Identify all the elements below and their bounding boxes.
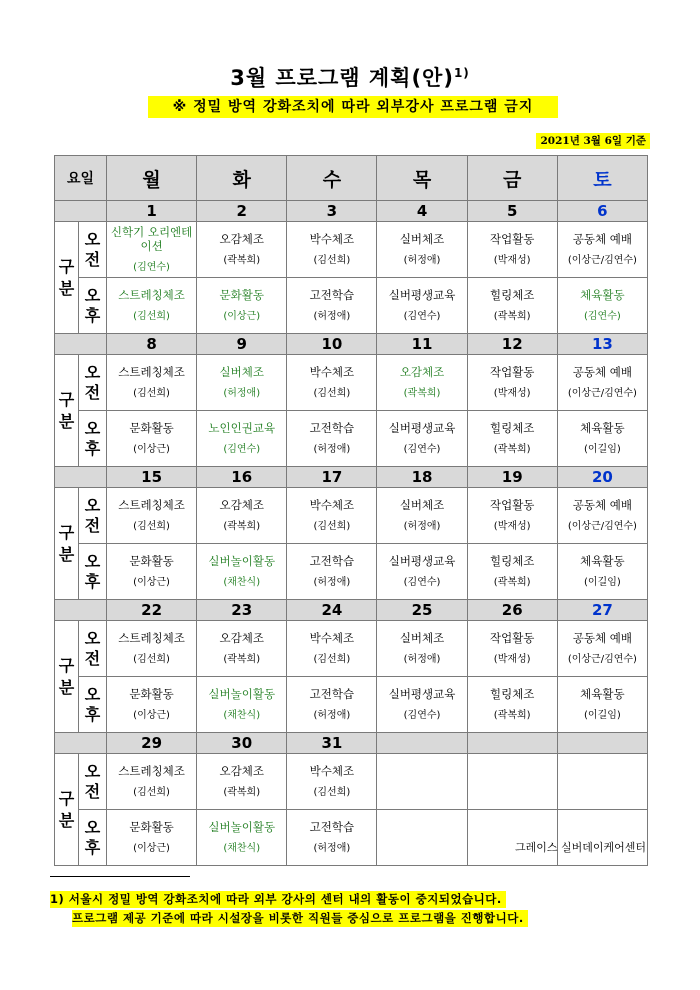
staff-name: (허정애): [403, 653, 441, 665]
staff-name: (이상근/김연수): [567, 387, 637, 399]
group-label: 구 분: [55, 355, 79, 467]
program-cell: [557, 488, 647, 544]
program-cell: [467, 355, 557, 411]
program-cell: [557, 278, 647, 334]
date-row: [55, 201, 648, 222]
staff-name: (곽복희): [493, 443, 531, 455]
footnote-divider: [50, 876, 190, 877]
staff-name: (이상근): [133, 576, 170, 588]
program-name: 박수체조: [309, 364, 355, 379]
date-mon: 22: [107, 600, 197, 621]
date-mon: 29: [107, 733, 197, 754]
program-cell: [557, 544, 647, 600]
date-mon: 8: [107, 334, 197, 355]
date-fri: 26: [467, 600, 557, 621]
program-cell: [377, 488, 467, 544]
program-cell: [107, 544, 197, 600]
program-name: 고전학습: [309, 553, 355, 568]
program-cell: [107, 621, 197, 677]
staff-name: (곽복희): [493, 576, 531, 588]
program-name: 고전학습: [309, 819, 355, 834]
date-sat: 6: [557, 201, 647, 222]
staff-name: (곽복희): [493, 709, 531, 721]
program-cell: [377, 754, 467, 810]
program-cell: [377, 677, 467, 733]
group-label: 구 분: [55, 222, 79, 334]
date-tue: 30: [197, 733, 287, 754]
staff-name: (김선희): [313, 520, 351, 532]
date-sat: 27: [557, 600, 647, 621]
program-name: 오감체조: [219, 497, 264, 512]
staff-name: (김연수): [403, 443, 441, 455]
date-thu: 11: [377, 334, 467, 355]
program-cell: [377, 278, 467, 334]
program-name: 공동체 예배: [572, 630, 632, 645]
staff-name: (곽복희): [223, 520, 261, 532]
staff-name: (박재성): [493, 387, 531, 399]
staff-name: (김연수): [583, 310, 621, 322]
base-date: 2021년 3월 6일 기준: [536, 133, 650, 149]
pm-row: [55, 544, 648, 600]
am-row: [55, 754, 648, 810]
footnote-mark: 1): [453, 66, 470, 80]
staff-name: (김선희): [133, 310, 170, 322]
header-row: [55, 156, 648, 201]
am-label: 오 전: [79, 621, 107, 677]
staff-name: (허정애): [313, 443, 351, 455]
staff-name: (이길임): [583, 709, 621, 721]
pm-row: [55, 810, 648, 866]
date-fri: 19: [467, 467, 557, 488]
program-name: 신학기 오리엔테이션: [110, 224, 193, 253]
program-cell: [197, 810, 287, 866]
program-cell: [197, 488, 287, 544]
date-sat: 13: [557, 334, 647, 355]
group-label: 구 분: [55, 488, 79, 600]
program-name: 실버체조: [399, 630, 445, 645]
staff-name: (이상근): [133, 443, 170, 455]
day-header-tue: 화: [197, 156, 287, 201]
staff-name: (허정애): [313, 842, 351, 854]
date-row-spacer: [55, 334, 107, 355]
footnote-line-1: 1) 서울시 정밀 방역 강화조치에 따라 외부 강사의 센터 내의 활동이 중지되었습니다.: [50, 891, 506, 908]
date-fri: 5: [467, 201, 557, 222]
program-name: 박수체조: [309, 763, 355, 778]
date-tue: 16: [197, 467, 287, 488]
program-name: 실버평생교육: [388, 553, 456, 568]
pm-label: 오 후: [79, 278, 107, 334]
staff-name: (허정애): [403, 520, 441, 532]
staff-name: (허정애): [223, 387, 261, 399]
program-name: 체육활동: [580, 420, 625, 435]
staff-name: (박재성): [493, 520, 531, 532]
notice-banner: ※ 정밀 방역 강화조치에 따라 외부강사 프로그램 금지: [148, 96, 558, 118]
program-cell: [197, 222, 287, 278]
date-sat: 20: [557, 467, 647, 488]
staff-name: (박재성): [493, 254, 531, 266]
program-cell: [557, 411, 647, 467]
pm-label: 오 후: [79, 810, 107, 866]
date-row-spacer: [55, 201, 107, 222]
program-name: 체육활동: [580, 686, 625, 701]
program-cell: [287, 355, 377, 411]
program-name: 문화활동: [129, 553, 174, 568]
program-name: 힐링체조: [489, 420, 535, 435]
date-mon: 15: [107, 467, 197, 488]
pm-row: [55, 677, 648, 733]
program-cell: [107, 754, 197, 810]
program-cell: [467, 411, 557, 467]
program-cell: [287, 621, 377, 677]
date-tue: 2: [197, 201, 287, 222]
program-cell: [467, 621, 557, 677]
center-name: 그레이스 실버데이케어센터: [514, 841, 646, 854]
date-tue: 9: [197, 334, 287, 355]
date-fri: 12: [467, 334, 557, 355]
date-thu: 25: [377, 600, 467, 621]
am-row: [55, 488, 648, 544]
program-name: 체육활동: [580, 287, 625, 302]
program-name: 노인인권교육: [208, 420, 276, 435]
program-name: 스트레칭체조: [118, 287, 185, 302]
am-row: [55, 355, 648, 411]
pm-label: 오 후: [79, 544, 107, 600]
date-thu: 18: [377, 467, 467, 488]
program-cell: [557, 621, 647, 677]
date-wed: 3: [287, 201, 377, 222]
pm-label: 오 후: [79, 411, 107, 467]
staff-name: (김연수): [403, 709, 441, 721]
staff-name: (이상근): [133, 842, 170, 854]
program-name: 오감체조: [219, 763, 264, 778]
program-cell: [557, 222, 647, 278]
program-name: 작업활동: [489, 497, 535, 512]
staff-name: (김연수): [403, 576, 441, 588]
program-name: 실버평생교육: [388, 287, 456, 302]
staff-name: (이길임): [583, 443, 621, 455]
program-name: 체육활동: [580, 553, 625, 568]
program-cell: [107, 222, 197, 278]
program-cell: [107, 278, 197, 334]
program-cell: [377, 810, 467, 866]
program-cell: [197, 677, 287, 733]
program-name: 실버체조: [399, 497, 445, 512]
day-header-fri: 금: [467, 156, 557, 201]
yoil-header: 요일: [55, 156, 107, 201]
date-row-spacer: [55, 600, 107, 621]
staff-name: (이상근): [133, 709, 170, 721]
program-cell: [467, 810, 557, 866]
program-name: 실버체조: [219, 364, 264, 379]
program-name: 힐링체조: [489, 553, 535, 568]
pm-row: [55, 411, 648, 467]
staff-name: (이상근): [223, 310, 261, 322]
program-cell: [377, 621, 467, 677]
group-label: 구 분: [55, 621, 79, 733]
program-name: 작업활동: [489, 364, 535, 379]
program-cell: [377, 222, 467, 278]
program-name: 스트레칭체조: [118, 364, 185, 379]
program-cell: [557, 754, 647, 810]
am-row: [55, 222, 648, 278]
am-label: 오 전: [79, 355, 107, 411]
pm-row: [55, 278, 648, 334]
group-label: 구 분: [55, 754, 79, 866]
program-name: 박수체조: [309, 231, 355, 246]
schedule-table: [54, 155, 648, 866]
program-cell: [557, 355, 647, 411]
program-name: 박수체조: [309, 497, 355, 512]
staff-name: (이상근/김연수): [567, 254, 637, 266]
program-cell: [467, 278, 557, 334]
staff-name: (김연수): [133, 261, 170, 273]
program-name: 고전학습: [309, 686, 355, 701]
program-cell: [377, 544, 467, 600]
am-label: 오 전: [79, 488, 107, 544]
program-name: 오감체조: [399, 364, 445, 379]
program-name: 스트레칭체조: [118, 763, 185, 778]
staff-name: (김선희): [313, 653, 351, 665]
date-mon: 1: [107, 201, 197, 222]
program-name: 오감체조: [219, 630, 264, 645]
program-cell: [467, 754, 557, 810]
staff-name: (김선희): [133, 653, 170, 665]
program-name: 고전학습: [309, 420, 355, 435]
program-name: 문화활동: [219, 287, 264, 302]
staff-name: (허정애): [313, 576, 351, 588]
program-name: 실버놀이활동: [208, 819, 276, 834]
staff-name: (김선희): [313, 254, 351, 266]
program-cell: [287, 754, 377, 810]
program-cell: [197, 621, 287, 677]
date-row: [55, 600, 648, 621]
program-cell: [377, 355, 467, 411]
staff-name: (곽복희): [403, 387, 441, 399]
program-cell: [557, 677, 647, 733]
staff-name: (허정애): [313, 310, 351, 322]
staff-name: (김선희): [133, 387, 170, 399]
program-cell: [107, 677, 197, 733]
day-header-wed: 수: [287, 156, 377, 201]
program-cell: [467, 488, 557, 544]
staff-name: (채찬식): [223, 709, 261, 721]
program-name: 실버평생교육: [388, 420, 456, 435]
program-cell: [197, 544, 287, 600]
program-cell: [107, 810, 197, 866]
date-row-spacer: [55, 467, 107, 488]
day-header-thu: 목: [377, 156, 467, 201]
date-wed: 24: [287, 600, 377, 621]
program-name: 공동체 예배: [572, 231, 632, 246]
staff-name: (채찬식): [223, 576, 261, 588]
program-cell: [467, 222, 557, 278]
program-cell: [467, 544, 557, 600]
date-row: [55, 334, 648, 355]
program-name: 실버놀이활동: [208, 686, 276, 701]
day-header-sat: 토: [557, 156, 647, 201]
program-cell: [197, 278, 287, 334]
program-cell: [467, 677, 557, 733]
date-wed: 10: [287, 334, 377, 355]
program-name: 힐링체조: [489, 686, 535, 701]
program-name: 문화활동: [129, 420, 174, 435]
date-row-spacer: [55, 733, 107, 754]
staff-name: (이상근/김연수): [567, 520, 637, 532]
date-thu: 4: [377, 201, 467, 222]
program-cell: [287, 222, 377, 278]
program-cell: [287, 411, 377, 467]
date-tue: 23: [197, 600, 287, 621]
program-name: 박수체조: [309, 630, 355, 645]
staff-name: (허정애): [403, 254, 441, 266]
staff-name: (이길임): [583, 576, 621, 588]
program-cell: [107, 355, 197, 411]
staff-name: (김연수): [403, 310, 441, 322]
program-cell: [287, 677, 377, 733]
program-cell: [557, 810, 647, 866]
staff-name: (곽복희): [223, 786, 261, 798]
program-name: 힐링체조: [489, 287, 535, 302]
program-cell: [197, 411, 287, 467]
am-label: 오 전: [79, 754, 107, 810]
staff-name: (허정애): [313, 709, 351, 721]
program-name: 공동체 예배: [572, 364, 632, 379]
staff-name: (곽복희): [223, 653, 261, 665]
date-row: [55, 733, 648, 754]
program-name: 작업활동: [489, 231, 535, 246]
program-name: 스트레칭체조: [118, 497, 185, 512]
program-cell: [377, 411, 467, 467]
am-label: 오 전: [79, 222, 107, 278]
program-name: 문화활동: [129, 686, 174, 701]
staff-name: (곽복희): [493, 310, 531, 322]
program-name: 작업활동: [489, 630, 535, 645]
staff-name: (채찬식): [223, 842, 261, 854]
program-cell: [107, 488, 197, 544]
program-name: 스트레칭체조: [118, 630, 185, 645]
program-cell: [287, 278, 377, 334]
program-name: 실버체조: [399, 231, 445, 246]
staff-name: (김선희): [133, 520, 170, 532]
staff-name: (김선희): [133, 786, 170, 798]
staff-name: (김연수): [223, 443, 261, 455]
date-wed: 31: [287, 733, 377, 754]
program-name: 실버평생교육: [388, 686, 456, 701]
staff-name: (김선희): [313, 387, 351, 399]
pm-label: 오 후: [79, 677, 107, 733]
program-name: 오감체조: [219, 231, 264, 246]
program-cell: [107, 411, 197, 467]
program-cell: [197, 355, 287, 411]
program-cell: [287, 488, 377, 544]
program-cell: [287, 810, 377, 866]
program-name: 실버놀이활동: [208, 553, 276, 568]
staff-name: (곽복희): [223, 254, 261, 266]
date-wed: 17: [287, 467, 377, 488]
program-name: 문화활동: [129, 819, 174, 834]
date-row: [55, 467, 648, 488]
staff-name: (이상근/김연수): [567, 653, 637, 665]
program-name: 고전학습: [309, 287, 355, 302]
program-name: 공동체 예배: [572, 497, 632, 512]
date-thu: [377, 733, 467, 754]
day-header-mon: 월: [107, 156, 197, 201]
program-cell: [197, 754, 287, 810]
page-title: 3월 프로그램 계획(안)$^{1)}$: [230, 66, 470, 90]
date-fri: [467, 733, 557, 754]
date-sat: [557, 733, 647, 754]
am-row: [55, 621, 648, 677]
program-cell: [287, 544, 377, 600]
footnote-line-2: 프로그램 제공 기준에 따라 시설장을 비롯한 직원들 중심으로 프로그램을 진행합니다.: [72, 910, 528, 927]
staff-name: (김선희): [313, 786, 351, 798]
staff-name: (박재성): [493, 653, 531, 665]
